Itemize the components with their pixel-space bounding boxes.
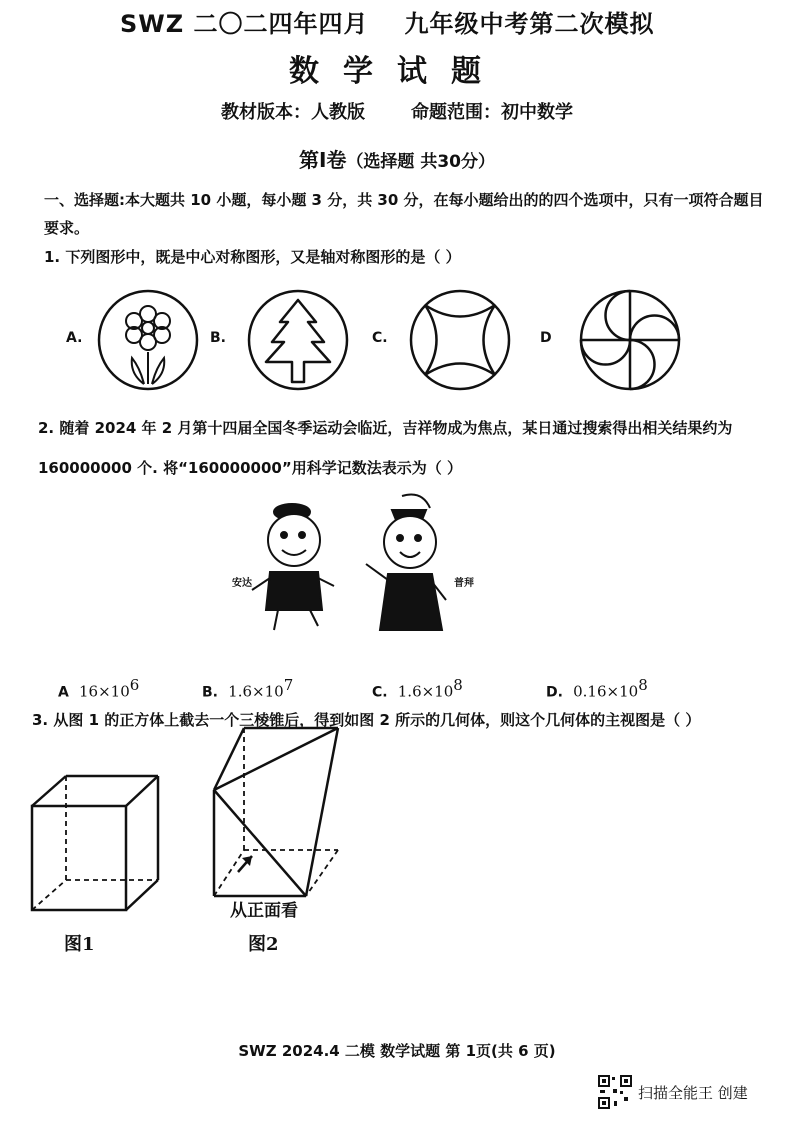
section-title (0, 144, 794, 173)
q2-option-c-exp: 8 (453, 676, 463, 694)
q2-option-a-exp: 6 (129, 676, 140, 694)
exam-date: SWZ 二〇二四年四月 (120, 10, 369, 38)
page-footer: SWZ 2024.4 二模 数学试题 第 1页(共 6 页) (238, 1042, 556, 1060)
q1-option-c-label: C. (372, 330, 388, 346)
q2-option-b-base: 1.6×10 (228, 682, 284, 701)
cut-cube-figure-2 (206, 724, 346, 900)
q2-option-d (546, 676, 648, 700)
question-scope: 命题范围：初中数学 (411, 102, 573, 123)
question-3-stem: 3. 从图 1 的正方体上截去一个三棱锥后，得到如图 2 所示的几何体，则这个几何体的主视图是（ ） (32, 711, 701, 729)
mascot-left-name: 安达 (232, 578, 252, 589)
question-2-stem: 2. 随着 2024 年 2 月第十四届全国冬季运动会临近，吉祥物成为焦点，某日通过搜索得出相关结果约为 160000000 个. 将“160000000”用科学记数法表示为（ ） (38, 419, 733, 477)
concave-square-circle-figure (408, 288, 512, 392)
q2-option-b (202, 676, 293, 700)
mascot-right-name: 普拜 (454, 578, 474, 589)
flower-circle-figure (96, 288, 200, 392)
q2-option-a-base: 16×10 (79, 682, 130, 701)
q2-option-d-exp: 8 (638, 676, 648, 694)
front-view-arrow-label: 从正面看 (230, 901, 298, 921)
page-title: 数学试题 (289, 54, 505, 89)
mascot-illustration (222, 490, 482, 640)
section-subtitle: （选择题 共30分） (346, 152, 496, 172)
textbook-edition: 教材版本：人教版 (221, 102, 365, 123)
q2-option-c-base: 1.6×10 (397, 682, 454, 701)
q1-option-a-label: A. (66, 330, 83, 346)
q2-option-d-base: 0.16×10 (573, 682, 639, 701)
section-instruction: 一、选择题:本大题共 10 小题，每小题 3 分，共 30 分，在每小题给出的的四个选项中，只有一项符合题目要求。 (44, 191, 764, 237)
qr-code-icon (598, 1075, 632, 1109)
scanner-watermark: 扫描全能王 创建 (638, 1084, 748, 1102)
q2-option-c (372, 676, 463, 700)
figure-2-caption: 图2 (248, 934, 279, 955)
exam-header-line (120, 4, 655, 39)
pinwheel-circle-figure (578, 288, 682, 392)
figure-1-caption: 图1 (64, 934, 95, 955)
q2-option-d-label: D. (546, 684, 563, 701)
exam-name: 九年级中考第二次模拟 (404, 10, 655, 38)
tree-circle-figure (246, 288, 350, 392)
q1-option-b-label: B. (210, 330, 226, 346)
q2-option-c-label: C. (372, 684, 388, 701)
section-name: 第Ⅰ卷 (298, 148, 347, 172)
q2-option-b-label: B. (202, 684, 218, 701)
exam-meta (0, 98, 794, 124)
question-1-stem: 1. 下列图形中，既是中心对称图形，又是轴对称图形的是（ ） (44, 248, 461, 266)
cube-figure-1 (26, 772, 166, 918)
q2-option-a-label: A (58, 684, 69, 701)
q2-option-b-exp: 7 (283, 676, 294, 694)
q2-option-a (58, 676, 139, 700)
q1-option-d-label: D (540, 330, 552, 346)
